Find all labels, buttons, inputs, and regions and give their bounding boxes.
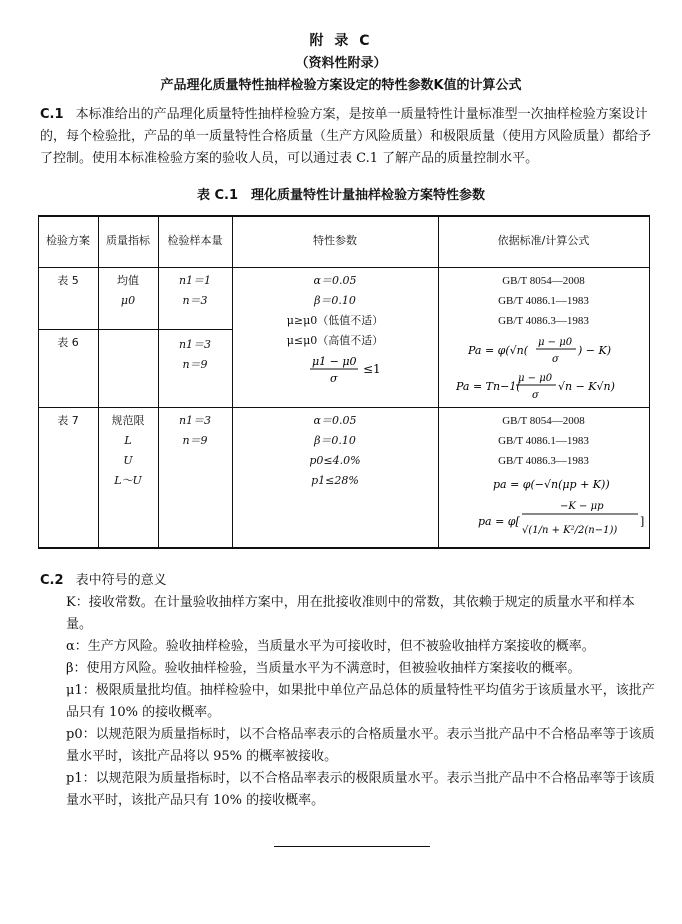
section-number: C.1 — [40, 107, 64, 122]
std-4086-3-2: GB/T 4086.3—1983 — [498, 455, 589, 467]
svg-text:√(1/n + K²/2(n−1)): √(1/n + K²/2(n−1)) — [522, 525, 618, 536]
formula-pa-t — [456, 369, 646, 403]
definition-p1: p1：以规范限为质量指标时，以不合格品率表示的极限质量水平。表示当批产品中不合格品率等于该质量水平时，该批产品只有 10% 的接收概率。 — [66, 771, 655, 808]
param-high: μ≤μ0（高值不适） — [286, 334, 384, 347]
definition-mu1: μ1：极限质量批均值。抽样检验中，如果批中单位产品总体的质量特性平均值劣于该质量水平，该批产品只有 10% 的接收概率。 — [66, 683, 655, 720]
appendix-title: 产品理化质量特性抽样检验方案设定的特性参数K值的计算公式 — [160, 78, 522, 93]
sample-n-c: n＝9 — [182, 434, 208, 447]
param-p0: p0≤4.0% — [309, 454, 361, 467]
svg-text:μ − μ0: μ − μ0 — [538, 337, 573, 348]
col-header-scheme: 检验方案 — [46, 234, 90, 247]
param-low: μ≥μ0（低值不适） — [286, 314, 384, 327]
svg-text:pa = φ(−√n(μp + K)): pa = φ(−√n(μp + K)) — [493, 478, 610, 491]
parameter-table — [38, 215, 650, 549]
svg-text:μ − μ0: μ − μ0 — [518, 373, 553, 384]
table-group-rule — [38, 407, 650, 408]
std-8054: GB/T 8054—2008 — [502, 275, 585, 287]
section-c2 — [40, 570, 660, 812]
appendix-heading: 附 录 C — [309, 33, 373, 49]
svg-text:μ1 − μ0: μ1 − μ0 — [312, 355, 357, 368]
svg-text:≤1: ≤1 — [363, 362, 381, 376]
section-text: 本标准给出的产品理化质量特性抽样检验方案，是按单一质量特性计量标准型一次抽样检验方案设计的，每个检验批，产品的单一质量特性合格质量（生产方风险质量）和极限质量（使用方风险质量）都给予了控制。使用本标准检验方案的验收人员，可以通过表 C.1 了解产品的质量控制水平。 — [40, 107, 652, 166]
col-header-index: 质量指标 — [106, 234, 150, 247]
svg-text:σ: σ — [552, 354, 559, 365]
definition-alpha: α：生产方风险。验收抽样检验，当质量水平为可接收时，但不被验收抽样方案接收的概率。 — [66, 639, 595, 654]
scheme-table5: 表 5 — [57, 274, 79, 287]
col-header-standard: 依据标准/计算公式 — [497, 234, 590, 247]
definition-p0: p0：以规范限为质量指标时，以不合格品率表示的合格质量水平。表示当批产品中不合格品率等于该质量水平时，该批产品将以 95% 的概率被接收。 — [66, 727, 655, 764]
index-mu0: μ0 — [120, 294, 136, 307]
scheme-table7: 表 7 — [57, 414, 79, 427]
std-4086-1: GB/T 4086.1—1983 — [498, 295, 589, 307]
svg-text:Pa = Tn−1(: Pa = Tn−1( — [456, 380, 521, 393]
svg-text:σ: σ — [330, 372, 338, 385]
footer-rule — [274, 846, 430, 847]
svg-text:) − K): ) − K) — [578, 344, 612, 357]
param-p1: p1≤28% — [311, 474, 359, 487]
index-L-U: L～U — [114, 474, 142, 487]
table-top-rule — [38, 215, 650, 217]
param-beta-2: β＝0.10 — [314, 434, 356, 447]
svg-text:Pa = φ(√n(: Pa = φ(√n( — [468, 344, 529, 357]
svg-text:σ: σ — [532, 390, 539, 401]
section-c1 — [40, 104, 660, 170]
table-header-rule — [38, 267, 650, 268]
formula-pa-normal — [468, 333, 648, 367]
scheme-table6: 表 6 — [57, 336, 79, 349]
appendix-type: （资料性附录） — [295, 56, 387, 71]
std-4086-3: GB/T 4086.3—1983 — [498, 315, 589, 327]
section-title: 表中符号的意义 — [75, 573, 167, 588]
sample-n-b: n＝9 — [182, 358, 208, 371]
sample-n1-c: n1＝3 — [178, 414, 212, 427]
sample-n1-a: n1＝1 — [178, 274, 212, 287]
formula-pa-spec-var — [478, 497, 648, 545]
param-alpha: α＝0.05 — [313, 274, 357, 287]
param-alpha-2: α＝0.05 — [313, 414, 357, 427]
svg-text:pa = φ[: pa = φ[ — [478, 515, 520, 528]
index-U: U — [123, 454, 133, 467]
std-4086-1-2: GB/T 4086.1—1983 — [498, 435, 589, 447]
svg-text:√n − K√n): √n − K√n) — [558, 380, 615, 393]
index-L: L — [124, 434, 132, 447]
std-8054-2: GB/T 8054—2008 — [502, 415, 585, 427]
svg-text:]: ] — [640, 515, 645, 528]
formula-pa-spec — [493, 473, 633, 495]
table-subgroup-rule — [38, 329, 232, 330]
index-mean: 均值 — [117, 274, 139, 287]
formula-ratio — [308, 353, 388, 387]
table-bottom-rule — [38, 547, 650, 549]
definition-beta: β：使用方风险。验收抽样检验，当质量水平为不满意时，但被验收抽样方案接收的概率。 — [66, 661, 581, 676]
table-caption: 表 C.1 理化质量特性计量抽样检验方案特性参数 — [196, 188, 486, 203]
sample-n1-b: n1＝3 — [178, 338, 212, 351]
sample-n-a: n＝3 — [182, 294, 208, 307]
col-header-params: 特性参数 — [313, 234, 357, 247]
param-beta: β＝0.10 — [314, 294, 356, 307]
section-number: C.2 — [40, 573, 64, 588]
svg-text:−K − μp: −K − μp — [560, 501, 604, 512]
definition-K: K：接收常数。在计量验收抽样方案中，用在批接收准则中的常数，其依赖于规定的质量水平和样本量。 — [66, 595, 635, 632]
index-spec-limit: 规范限 — [111, 414, 145, 427]
col-header-sample: 检验样本量 — [167, 234, 223, 247]
